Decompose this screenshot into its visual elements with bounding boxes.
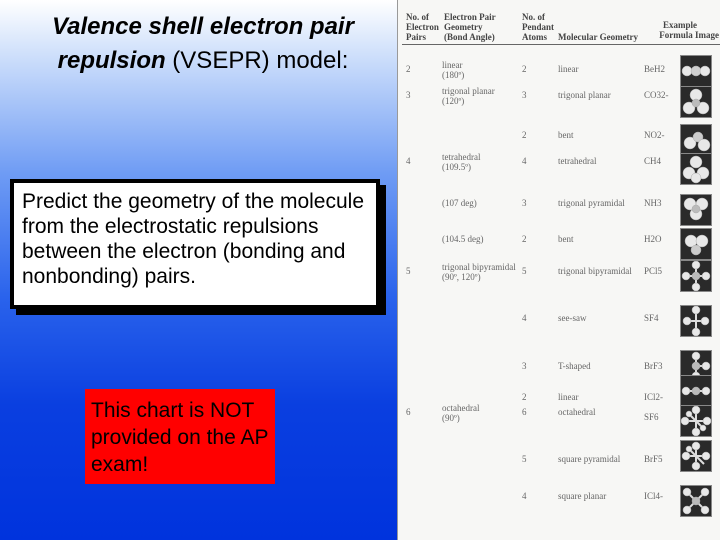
predict-text: Predict the geometry of the molecule from the electrostatic repulsions between the electron (bonding and nonbonding) pairs. bbox=[22, 190, 365, 288]
cell-example-formula: BrF3 bbox=[644, 361, 663, 371]
title-rest: (VSEPR) model: bbox=[165, 47, 349, 74]
cell-molecular-geometry: trigonal bipyramidal bbox=[558, 266, 632, 276]
tetrahedral-molecule-icon bbox=[680, 153, 712, 185]
cell-molecular-geometry: trigonal planar bbox=[558, 90, 611, 100]
linear-5-pair-molecule-icon bbox=[680, 375, 712, 407]
cell-molecular-geometry: bent bbox=[558, 234, 574, 244]
cell-example-formula: ICl2- bbox=[644, 392, 663, 402]
cell-pair-geometry: (109.5º) bbox=[442, 162, 472, 172]
cell-pendant-atoms: 5 bbox=[522, 454, 527, 464]
cell-pair-geometry: octahedral bbox=[442, 403, 480, 413]
cell-pair-geometry: trigonal bipyramidal bbox=[442, 262, 516, 272]
cell-molecular-geometry: octahedral bbox=[558, 407, 596, 417]
predict-box bbox=[10, 179, 380, 309]
square-pyramidal-molecule-icon bbox=[680, 440, 712, 472]
vsepr-table bbox=[397, 0, 720, 540]
header-pendant-atoms: No. of Pendant Atoms bbox=[522, 12, 555, 42]
bent-molecule-icon bbox=[680, 124, 712, 156]
square-planar-molecule-icon bbox=[680, 485, 712, 517]
cell-example-formula: ICl4- bbox=[644, 491, 663, 501]
exam-note-text: This chart is NOT provided on the AP exam! bbox=[91, 399, 269, 476]
cell-electron-pairs: 4 bbox=[406, 156, 411, 166]
cell-pair-geometry: (104.5 deg) bbox=[442, 234, 484, 244]
cell-example-formula: NO2- bbox=[644, 130, 665, 140]
cell-molecular-geometry: see-saw bbox=[558, 313, 587, 323]
cell-molecular-geometry: linear bbox=[558, 64, 579, 74]
cell-pendant-atoms: 4 bbox=[522, 313, 527, 323]
cell-pendant-atoms: 4 bbox=[522, 491, 527, 501]
slide-title bbox=[18, 10, 388, 78]
see-saw-molecule-icon bbox=[680, 305, 712, 337]
cell-pair-geometry: (180º) bbox=[442, 70, 465, 80]
cell-example-formula: PCl5 bbox=[644, 266, 663, 276]
cell-molecular-geometry: bent bbox=[558, 130, 574, 140]
title-line-2 bbox=[18, 44, 388, 78]
cell-example-formula: NH3 bbox=[644, 198, 662, 208]
cell-example-formula: BeH2 bbox=[644, 64, 665, 74]
cell-molecular-geometry: T-shaped bbox=[558, 361, 591, 371]
cell-pendant-atoms: 2 bbox=[522, 130, 527, 140]
cell-pair-geometry: trigonal planar bbox=[442, 86, 495, 96]
cell-example-formula: BrF5 bbox=[644, 454, 663, 464]
trigonal-bipyramidal-molecule-icon bbox=[680, 260, 712, 292]
cell-pair-geometry: linear bbox=[442, 60, 463, 70]
cell-electron-pairs: 2 bbox=[406, 64, 411, 74]
cell-molecular-geometry: square pyramidal bbox=[558, 454, 621, 464]
cell-pendant-atoms: 6 bbox=[522, 407, 527, 417]
cell-pair-geometry: (90º) bbox=[442, 413, 460, 423]
cell-molecular-geometry: tetrahedral bbox=[558, 156, 597, 166]
cell-electron-pairs: 5 bbox=[406, 266, 411, 276]
cell-molecular-geometry: square planar bbox=[558, 491, 607, 501]
cell-pendant-atoms: 2 bbox=[522, 392, 527, 402]
cell-pendant-atoms: 5 bbox=[522, 266, 527, 276]
trigonal-planar-molecule-icon bbox=[680, 86, 712, 118]
cell-pendant-atoms: 3 bbox=[522, 361, 527, 371]
octahedral-molecule-icon bbox=[680, 405, 712, 437]
header-example: Example Formula Image bbox=[659, 20, 719, 40]
header-pair-geometry: Electron Pair Geometry (Bond Angle) bbox=[444, 12, 496, 42]
cell-pendant-atoms: 3 bbox=[522, 198, 527, 208]
title-line-1: Valence shell electron pair bbox=[52, 13, 354, 40]
cell-example-formula: SF6 bbox=[644, 412, 659, 422]
cell-molecular-geometry: trigonal pyramidal bbox=[558, 198, 625, 208]
cell-pendant-atoms: 3 bbox=[522, 90, 527, 100]
trigonal-pyramidal-molecule-icon bbox=[680, 194, 712, 226]
cell-electron-pairs: 6 bbox=[406, 407, 411, 417]
cell-pair-geometry: (90º, 120º) bbox=[442, 272, 481, 282]
header-electron-pairs: No. of Electron Pairs bbox=[406, 12, 439, 42]
cell-example-formula: CO32- bbox=[644, 90, 669, 100]
cell-pendant-atoms: 2 bbox=[522, 64, 527, 74]
bent-water-molecule-icon bbox=[680, 228, 712, 260]
cell-electron-pairs: 3 bbox=[406, 90, 411, 100]
cell-pair-geometry: (120º) bbox=[442, 96, 465, 106]
cell-example-formula: CH4 bbox=[644, 156, 662, 166]
linear-molecule-icon bbox=[680, 55, 712, 87]
header-rule bbox=[402, 44, 720, 45]
cell-pendant-atoms: 4 bbox=[522, 156, 527, 166]
exam-note-box bbox=[85, 389, 275, 484]
header-molecular-geometry: Molecular Geometry bbox=[558, 32, 639, 42]
cell-example-formula: H2O bbox=[644, 234, 662, 244]
cell-pair-geometry: (107 deg) bbox=[442, 198, 477, 208]
title-italic-word: repulsion bbox=[57, 47, 166, 74]
cell-example-formula: SF4 bbox=[644, 313, 659, 323]
cell-molecular-geometry: linear bbox=[558, 392, 579, 402]
cell-pendant-atoms: 2 bbox=[522, 234, 527, 244]
cell-pair-geometry: tetrahedral bbox=[442, 152, 481, 162]
